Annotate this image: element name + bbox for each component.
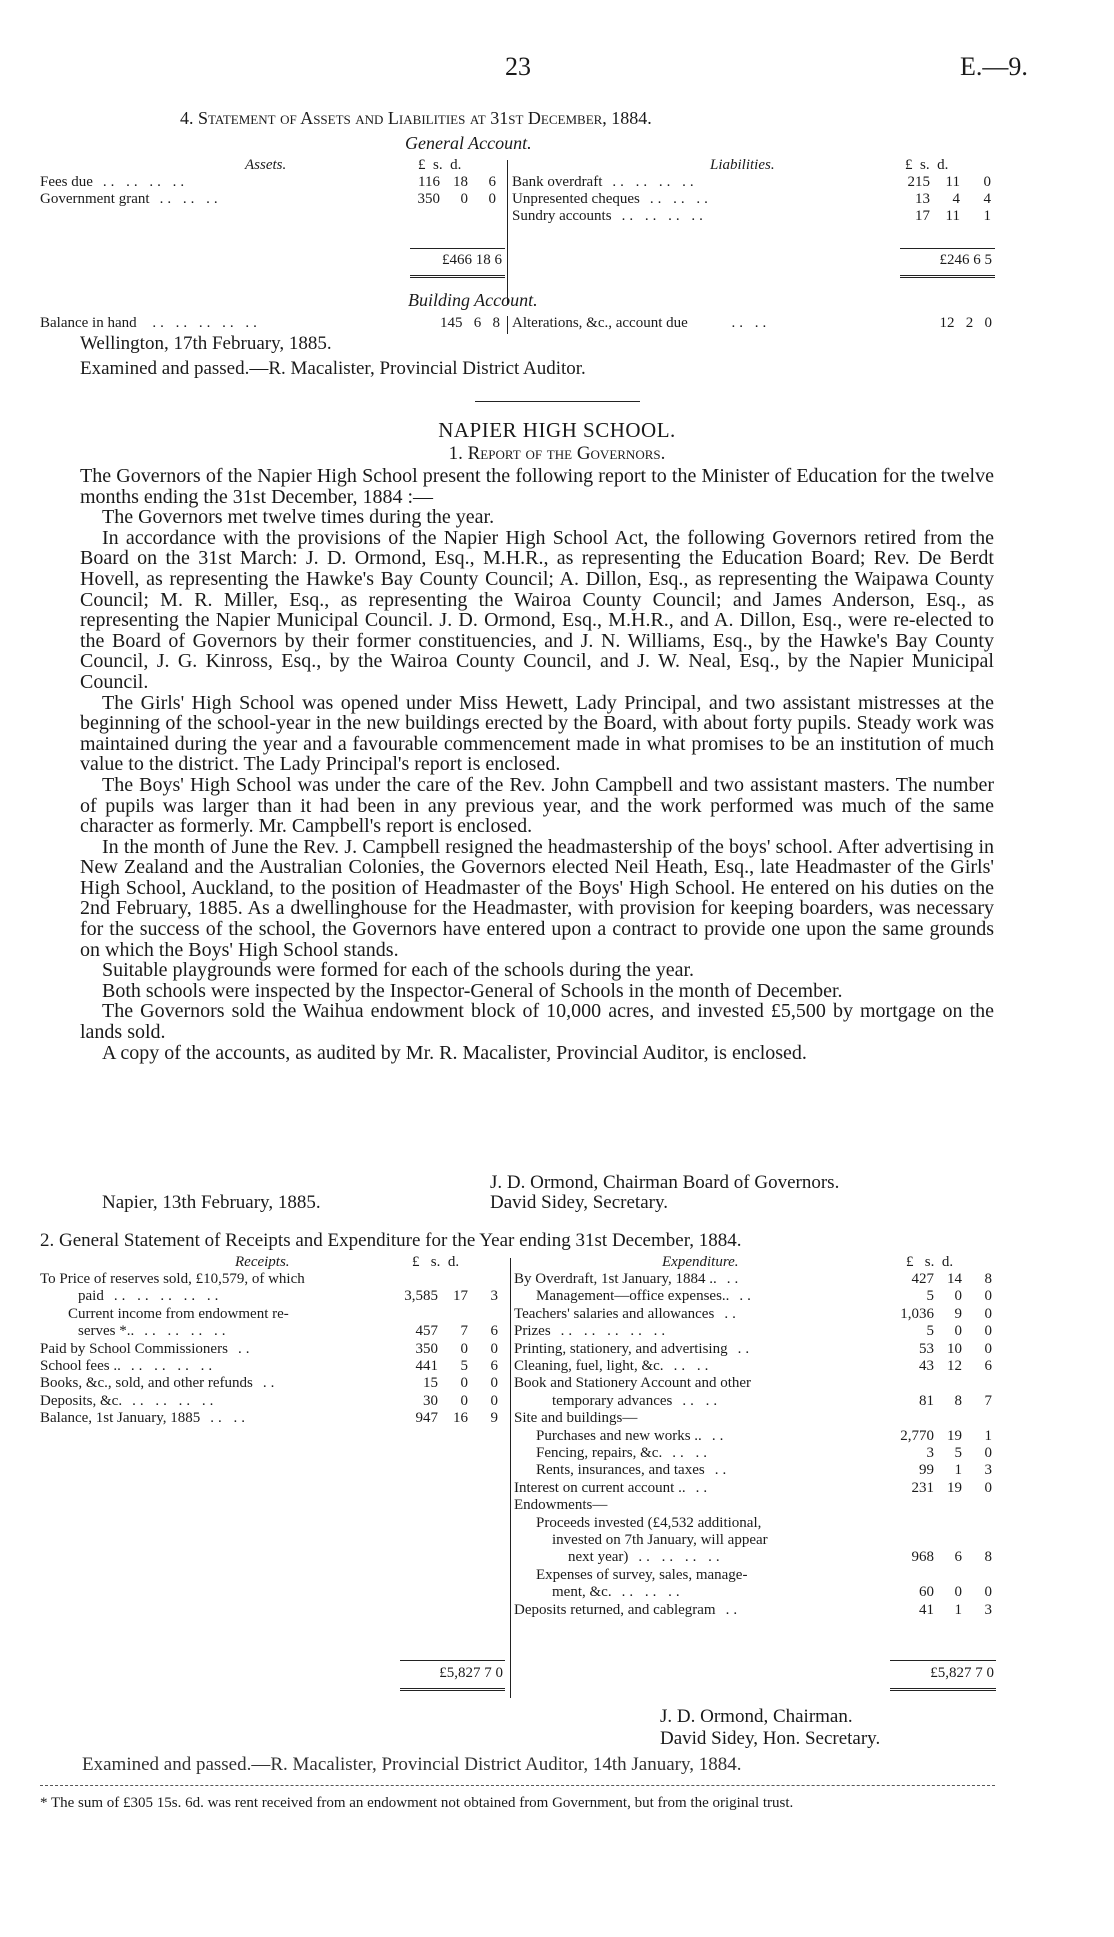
- expenditure-row-shillings: 9: [954, 1305, 962, 1322]
- receipt-row-pence: 6: [490, 1358, 498, 1374]
- receipt-row-label: Books, &c., sold, and other refunds ..: [40, 1375, 279, 1392]
- receipt-row-pence: 0: [490, 1375, 498, 1392]
- liability-row-pence: 0: [983, 174, 991, 190]
- expenditure-row-shillings: 14: [947, 1271, 962, 1287]
- liability-row-pounds: 13: [915, 191, 930, 207]
- paragraph-10: A copy of the accounts, as audited by Mr. R. Macalister, Provincial Auditor, is enclosed.: [102, 1041, 807, 1064]
- building-liability-amount: 12 2 0: [939, 315, 992, 331]
- asset-row-shillings: 18: [453, 174, 468, 190]
- receipt-row-shillings: 16: [453, 1410, 468, 1427]
- paragraph-3: In accordance with the provisions of the Napier High School Act, the following Governors retired from the Board on the 31st March: J. D. Ormond, Esq., M.H.R., as representing the Education Board; Rev. De Berdt Hovell, as representing the Hawke's Bay County Council; A. Dillon, Esq., as representing the Waipawa County Council; M. R. Miller, Esq., as representing the Wairoa County Council; and James Anderson, Esq., as representing the Napier Municipal Council. J. D. Ormond, Esq., M.H.R., and A. Dillon, Esq., were re-elected to the Board of Governors by their former constituencies, and J. N. Williams, Esq., by the Hawke's Bay County Council, J. G. Kinross, Esq., by the Wairoa County Council, and J. W. Neal, Esq., by the Napier Municipal Council.: [80, 526, 994, 693]
- expenditure-total-double-rule: [890, 1688, 996, 1691]
- statement1-divider: [507, 160, 508, 305]
- expenditure-row-pounds: 60: [919, 1584, 934, 1601]
- expenditure-row-label: Endowments—: [514, 1497, 608, 1514]
- building-liability-row: Alterations, &c., account due .. ..: [512, 315, 771, 331]
- assets-heading: Assets.: [245, 157, 287, 173]
- expenditure-row-label: next year) .. .. .. ..: [568, 1549, 724, 1566]
- expenditure-row-pence: 8: [984, 1549, 992, 1566]
- statement2-title: 2. General Statement of Receipts and Expenditure for the Year ending 31st December, 1884.: [40, 1230, 742, 1251]
- expenditure-row-pounds: 231: [911, 1479, 934, 1496]
- asset-row-shillings: 0: [460, 191, 468, 207]
- statement1-examined: Examined and passed.—R. Macalister, Provincial District Auditor.: [80, 358, 586, 379]
- expenditure-row-shillings: 1: [954, 1462, 962, 1479]
- receipt-row-label: paid .. .. .. .. ..: [78, 1288, 223, 1305]
- expenditure-row-pence: 3: [984, 1601, 992, 1618]
- assets-total: £466 18 6: [442, 252, 502, 268]
- expenditure-row-shillings: 0: [954, 1323, 962, 1340]
- expenditure-row-pence: 0: [984, 1584, 992, 1601]
- report-sign-secretary: David Sidey, Secretary.: [490, 1192, 668, 1213]
- expenditure-row-pence: 0: [984, 1340, 992, 1357]
- receipt-row-pounds: 350: [415, 1340, 438, 1357]
- expenditure-row-pounds: 968: [911, 1549, 934, 1566]
- receipt-row-label: School fees .. .. .. .. ..: [40, 1358, 217, 1374]
- statement1-title-text: Statement of Assets and Liabilities at 31st December, 1884.: [198, 108, 652, 128]
- receipt-row-shillings: 7: [460, 1323, 468, 1340]
- receipt-row-label: serves *.. .. .. .. ..: [78, 1323, 230, 1340]
- school-title: NAPIER HIGH SCHOOL.: [438, 418, 676, 442]
- expenditure-row-label: Cleaning, fuel, light, &c. .. ..: [514, 1358, 713, 1374]
- expenditure-row-label: Printing, stationery, and advertising ..: [514, 1340, 754, 1357]
- expenditure-row-shillings: 1: [954, 1601, 962, 1618]
- expenditure-row-pence: 3: [984, 1462, 992, 1479]
- general-account-heading: General Account.: [405, 133, 532, 153]
- expenditure-row-label: Book and Stationery Account and other: [514, 1375, 752, 1392]
- building-divider: [507, 316, 508, 334]
- expenditure-row-pounds: 427: [911, 1271, 934, 1287]
- expenditure-row-label: Deposits returned, and cablegram ..: [514, 1601, 742, 1618]
- receipt-row-pence: 9: [490, 1410, 498, 1427]
- expenditure-row-pounds: 1,036: [900, 1305, 934, 1322]
- paragraph-8: Both schools were inspected by the Inspector-General of Schools in the month of December.: [102, 979, 843, 1002]
- statement2-examined: Examined and passed.—R. Macalister, Provincial District Auditor, 14th January, 1884.: [82, 1754, 742, 1775]
- expenditure-row-label: Proceeds invested (£4,532 additional,: [536, 1514, 762, 1531]
- receipt-row-pence: 3: [490, 1288, 498, 1305]
- expenditure-row-label: temporary advances .. ..: [552, 1392, 722, 1409]
- expenditure-row-pounds: 41: [919, 1601, 934, 1618]
- asset-row-label: Government grant .. .. ..: [40, 191, 222, 207]
- expenditure-row-pence: 0: [984, 1323, 992, 1340]
- liability-row-shillings: 4: [952, 191, 960, 207]
- asset-row-pence: 6: [488, 174, 496, 190]
- assets-total-rule: [410, 248, 505, 249]
- receipt-row-pounds: 441: [415, 1358, 438, 1374]
- expenditure-row-pence: 0: [984, 1305, 992, 1322]
- receipt-row-shillings: 0: [460, 1375, 468, 1392]
- asset-row-pounds: 116: [418, 174, 440, 190]
- expenditure-row-pence: 7: [984, 1392, 992, 1409]
- receipt-row-pounds: 3,585: [404, 1288, 438, 1305]
- expenditure-row-label: Teachers' salaries and allowances ..: [514, 1305, 740, 1322]
- expenditure-currency-header: £ s. d.: [906, 1254, 954, 1270]
- expenditure-row-shillings: 6: [954, 1549, 962, 1566]
- paragraph-5: The Boys' High School was under the care of the Rev. John Campbell and two assistant masters. The number of pupils was larger than it had been in any previous year, and the work performed was much of the same character as formerly. Mr. Campbell's report is enclosed.: [80, 773, 994, 838]
- liability-row-shillings: 11: [945, 208, 960, 224]
- page-number: 23: [505, 52, 531, 81]
- statement2-sign-secretary: David Sidey, Hon. Secretary.: [660, 1728, 881, 1749]
- liability-row-pence: 1: [983, 208, 991, 224]
- asset-row-pence: 0: [488, 191, 496, 207]
- expenditure-row-label: Management—office expenses.. ..: [536, 1288, 755, 1305]
- expenditure-row-label: By Overdraft, 1st January, 1884 .. ..: [514, 1271, 743, 1287]
- expenditure-row-label: Expenses of survey, sales, manage-: [536, 1566, 748, 1583]
- receipts-total-rule: [400, 1660, 505, 1661]
- expenditure-total-rule: [890, 1660, 996, 1661]
- receipts-total-double-rule: [400, 1688, 505, 1691]
- receipt-row-pounds: 457: [415, 1323, 438, 1340]
- statement2-divider: [510, 1258, 511, 1698]
- expenditure-row-label: Interest on current account .. ..: [514, 1479, 712, 1496]
- receipts-heading: Receipts.: [235, 1254, 290, 1270]
- expenditure-row-label: Fencing, repairs, &c. .. ..: [536, 1445, 711, 1461]
- liabilities-total-rule: [900, 248, 995, 249]
- expenditure-row-pounds: 81: [919, 1392, 934, 1409]
- liabilities-total: £246 6 5: [939, 252, 992, 268]
- expenditure-row-pence: 1: [984, 1427, 992, 1444]
- receipts-total: £5,827 7 0: [439, 1665, 503, 1681]
- expenditure-heading: Expenditure.: [662, 1254, 739, 1270]
- liability-row-pence: 4: [983, 191, 991, 207]
- expenditure-row-label: Purchases and new works .. ..: [536, 1427, 728, 1444]
- assets-currency-header: £ s. d.: [418, 157, 462, 173]
- paragraph-1: The Governors of the Napier High School present the following report to the Minister of Education for the twelve months ending the 31st December, 1884 :—: [80, 465, 994, 508]
- expenditure-row-pence: 0: [984, 1445, 992, 1461]
- expenditure-row-label: invested on 7th January, will appear: [552, 1532, 768, 1548]
- receipt-row-pence: 0: [490, 1340, 498, 1357]
- building-asset-amount: 145 6 8: [440, 315, 500, 331]
- expenditure-row-shillings: 0: [954, 1288, 962, 1305]
- footnote: * The sum of £305 15s. 6d. was rent received from an endowment not obtained from Government, but from the original trust.: [40, 1795, 794, 1811]
- receipt-row-label: Balance, 1st January, 1885 .. ..: [40, 1410, 249, 1427]
- liability-row-shillings: 11: [945, 174, 960, 190]
- expenditure-row-shillings: 8: [954, 1392, 962, 1409]
- receipt-row-shillings: 17: [453, 1288, 468, 1305]
- statement1-title-num: 4.: [180, 108, 194, 128]
- statement2-sign-chairman: J. D. Ormond, Chairman.: [660, 1706, 853, 1727]
- expenditure-row-shillings: 10: [947, 1340, 962, 1357]
- expenditure-row-pounds: 5: [926, 1323, 934, 1340]
- building-asset-row: Balance in hand .. .. .. .. ..: [40, 315, 261, 331]
- expenditure-row-label: ment, &c. .. .. ..: [552, 1584, 684, 1601]
- receipt-row-pounds: 947: [415, 1410, 438, 1427]
- receipt-row-label: To Price of reserves sold, £10,579, of which: [40, 1271, 305, 1287]
- expenditure-row-shillings: 12: [947, 1358, 962, 1374]
- expenditure-row-shillings: 0: [954, 1584, 962, 1601]
- asset-row-label: Fees due .. .. .. ..: [40, 174, 189, 190]
- paragraph-6: In the month of June the Rev. J. Campbell resigned the headmastership of the boys' school. After advertising in New Zealand and the Australian Colonies, the Governors elected Neil Heath, Esq., late Headmaster of the Girls' High School, Auckland, to the position of Headmaster of the Boys' High School. He entered on his duties on the 2nd February, 1885. As a dwellinghouse for the Headmaster, with provision for keeping boarders, was necessary for the success of the school, the Governors have entered upon a contract to provide one upon the same grounds on which the Boys' High School stands.: [80, 835, 994, 961]
- expenditure-row-pounds: 2,770: [900, 1427, 934, 1444]
- liability-row-label: Sundry accounts .. .. .. ..: [512, 208, 707, 224]
- receipt-row-shillings: 5: [460, 1358, 468, 1374]
- receipt-row-label: Current income from endowment re-: [68, 1305, 289, 1322]
- expenditure-row-shillings: 19: [947, 1427, 962, 1444]
- liability-row-pounds: 215: [907, 174, 930, 190]
- section-divider: [475, 401, 640, 402]
- assets-total-double-rule: [410, 275, 505, 278]
- page-reference: E.—9.: [960, 52, 1028, 81]
- report-sign-date: Napier, 13th February, 1885.: [102, 1192, 321, 1213]
- expenditure-row-pounds: 3: [926, 1445, 934, 1461]
- expenditure-row-pounds: 53: [919, 1340, 934, 1357]
- expenditure-total: £5,827 7 0: [930, 1665, 994, 1681]
- receipt-row-pence: 0: [490, 1392, 498, 1409]
- liabilities-heading: Liabilities.: [710, 157, 775, 173]
- report-sign-chairman: J. D. Ormond, Chairman Board of Governors.: [490, 1172, 840, 1193]
- receipt-row-pence: 6: [490, 1323, 498, 1340]
- receipts-currency-header: £ s. d.: [412, 1254, 460, 1270]
- liability-row-pounds: 17: [915, 208, 930, 224]
- expenditure-row-pence: 6: [984, 1358, 992, 1374]
- footnote-rule: [40, 1785, 995, 1786]
- liabilities-currency-header: £ s. d.: [905, 157, 949, 173]
- report-heading: 1. Report of the Governors.: [448, 443, 666, 464]
- asset-row-pounds: 350: [417, 191, 440, 207]
- expenditure-row-pounds: 99: [919, 1462, 934, 1479]
- paragraph-7: Suitable playgrounds were formed for each of the schools during the year.: [102, 959, 695, 982]
- receipt-row-shillings: 0: [460, 1392, 468, 1409]
- expenditure-row-shillings: 5: [954, 1445, 962, 1461]
- liability-row-label: Unpresented cheques .. .. ..: [512, 191, 712, 207]
- receipt-row-label: Deposits, &c. .. .. .. ..: [40, 1392, 218, 1409]
- expenditure-row-pounds: 43: [919, 1358, 934, 1374]
- receipt-row-shillings: 0: [460, 1340, 468, 1357]
- liability-row-label: Bank overdraft .. .. .. ..: [512, 174, 698, 190]
- expenditure-row-pence: 8: [984, 1271, 992, 1287]
- statement1-place-date: Wellington, 17th February, 1885.: [80, 333, 332, 354]
- expenditure-row-pence: 0: [984, 1288, 992, 1305]
- receipt-row-pounds: 15: [423, 1375, 438, 1392]
- expenditure-row-label: Site and buildings—: [514, 1410, 638, 1427]
- expenditure-row-pounds: 5: [926, 1288, 934, 1305]
- paragraph-2: The Governors met twelve times during the year.: [102, 506, 495, 529]
- expenditure-row-label: Rents, insurances, and taxes ..: [536, 1462, 731, 1479]
- paragraph-9: The Governors sold the Waihua endowment block of 10,000 acres, and invested £5,500 by mortgage on the lands sold.: [80, 1000, 994, 1044]
- building-account-heading: Building Account.: [408, 290, 538, 310]
- receipt-row-pounds: 30: [423, 1392, 438, 1409]
- statement1-title: [180, 108, 652, 129]
- expenditure-row-pence: 0: [984, 1479, 992, 1496]
- expenditure-row-shillings: 19: [947, 1479, 962, 1496]
- receipt-row-label: Paid by School Commissioners ..: [40, 1340, 254, 1357]
- liabilities-total-double-rule: [900, 275, 995, 278]
- expenditure-row-label: Prizes .. .. .. .. ..: [514, 1323, 670, 1340]
- paragraph-4: The Girls' High School was opened under Miss Hewett, Lady Principal, and two assistant mistresses at the beginning of the school-year in the new buildings erected by the Board, with about forty pupils. Steady work was maintained during the year and a favourable commencement made in what promises to be an institution of much value to the district. The Lady Principal's report is enclosed.: [80, 691, 994, 776]
- report-body: [80, 466, 994, 1063]
